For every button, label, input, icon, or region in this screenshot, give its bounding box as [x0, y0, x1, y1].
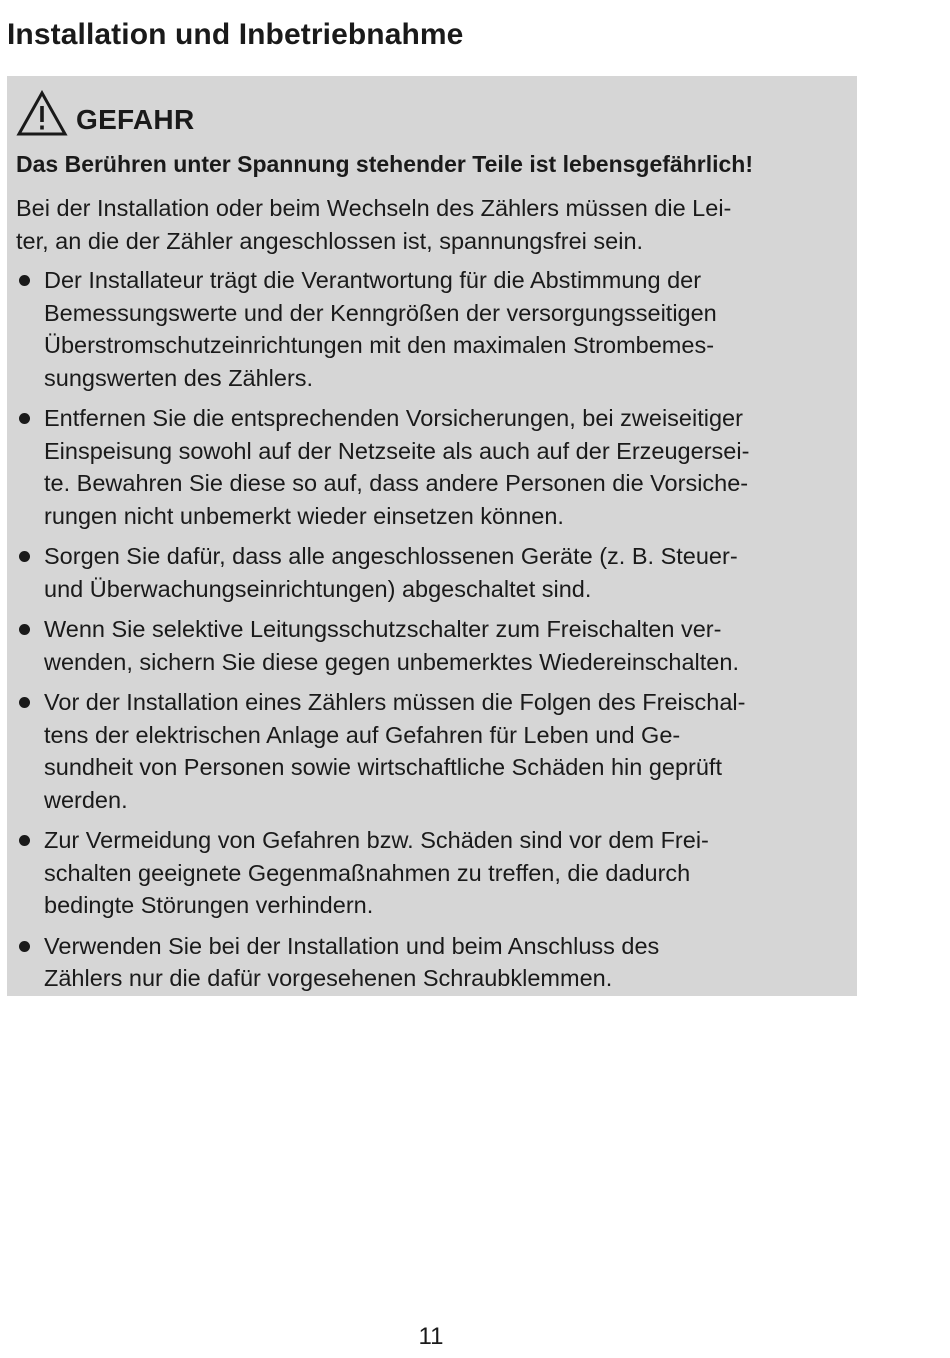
warning-header	[16, 86, 194, 136]
bullet-icon	[19, 835, 30, 846]
list-item	[16, 402, 846, 532]
warning-lead-text: Das Berühren unter Spannung stehender Teile ist lebensgefährlich!	[16, 151, 753, 177]
intro-line: Bei der Installation oder beim Wechseln des Zählers müssen die Lei-	[16, 195, 732, 221]
list-item	[16, 824, 846, 922]
item-line: te. Bewahren Sie diese so auf, dass andere Personen die Vorsiche-	[44, 470, 749, 496]
item-line: Einspeisung sowohl auf der Netzseite als auch auf der Erzeugersei-	[44, 437, 750, 464]
item-line: sungswerten des Zählers.	[44, 364, 314, 391]
item-line: Verwenden Sie bei der Installation und beim Anschluss des	[44, 932, 660, 959]
item-line: wenden, sichern Sie diese gegen unbemerktes Wiedereinschalten.	[44, 648, 739, 675]
warning-triangle-icon	[16, 90, 68, 136]
intro-line: ter, an die der Zähler angeschlossen ist, spannungsfrei sein.	[16, 227, 644, 254]
item-line: Überstromschutzeinrichtungen mit den maximalen Strombemes-	[44, 332, 715, 358]
bullet-icon	[19, 413, 30, 424]
item-line: Bemessungswerte und der Kenngrößen der versorgungsseitigen	[44, 299, 717, 326]
item-line: Zählers nur die dafür vorgesehenen Schraubklemmen.	[44, 965, 613, 991]
item-line: Vor der Installation eines Zählers müssen die Folgen des Freischal-	[44, 689, 746, 715]
bullet-icon	[19, 551, 30, 562]
item-line: sundheit von Personen sowie wirtschaftliche Schäden hin geprüft	[44, 754, 722, 780]
item-line: Zur Vermeidung von Gefahren bzw. Schäden sind vor dem Frei-	[44, 827, 709, 853]
list-item	[16, 613, 846, 678]
page-title: Installation und Inbetriebnahme	[7, 18, 464, 51]
item-line: werden.	[44, 786, 128, 813]
item-line: rungen nicht unbemerkt wieder einsetzen können.	[44, 502, 564, 529]
list-item	[16, 540, 846, 605]
list-item	[16, 686, 846, 816]
warning-intro-text	[16, 192, 836, 257]
list-item	[16, 930, 846, 995]
item-line: schalten geeignete Gegenmaßnahmen zu treffen, die dadurch	[44, 859, 691, 886]
danger-warning-box	[7, 76, 857, 996]
warning-label: GEFAHR	[76, 104, 195, 135]
bullet-icon	[19, 275, 30, 286]
item-line: Der Installateur trägt die Verantwortung für die Abstimmung der	[44, 267, 702, 293]
item-line: Wenn Sie selektive Leitungsschutzschalter zum Freischalten ver-	[44, 616, 722, 642]
item-line: Entfernen Sie die entsprechenden Vorsicherungen, bei zweiseitiger	[44, 405, 743, 431]
item-line: und Überwachungseinrichtungen) abgeschaltet sind.	[44, 575, 592, 602]
bullet-icon	[19, 624, 30, 635]
bullet-icon	[19, 697, 30, 708]
page-number: 11	[418, 1323, 444, 1350]
list-item	[16, 264, 846, 394]
safety-instructions-list	[16, 264, 846, 1003]
item-line: bedingte Störungen verhindern.	[44, 892, 374, 918]
bullet-icon	[19, 941, 30, 952]
item-line: tens der elektrischen Anlage auf Gefahren für Leben und Ge-	[44, 721, 681, 748]
item-line: Sorgen Sie dafür, dass alle angeschlossenen Geräte (z. B. Steuer-	[44, 543, 738, 569]
